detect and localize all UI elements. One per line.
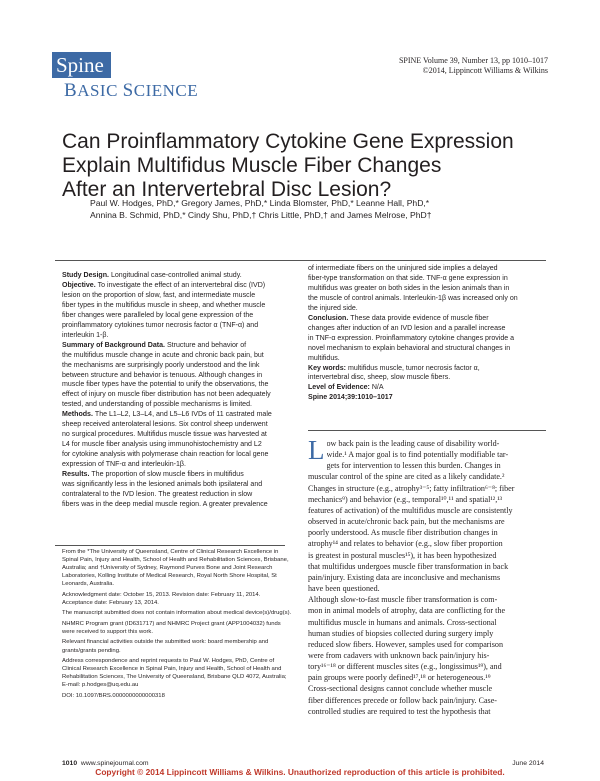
text-line: changes after induction of an IVD lesion and a parallel increase bbox=[308, 324, 506, 332]
text-line: Study Design. Longitudinal case-controlled animal study. bbox=[62, 272, 242, 279]
footnote: The manuscript submitted does not contain information about medical device(s)/drug(s). bbox=[62, 610, 292, 617]
page-number: 1010 bbox=[62, 760, 78, 767]
text-line: the muscle of control animals. Interleukin-1β was increased only on bbox=[308, 294, 518, 302]
article-title: Can Proinflammatory Cytokine Gene Expression Explain Multifidus Muscle Fiber Changes After an Intervertebral Disc Lesion? bbox=[62, 130, 514, 201]
text-line: Conclusion. These data provide evidence of muscle fiber bbox=[308, 314, 489, 322]
section-label: Methods. bbox=[62, 411, 95, 419]
drop-cap: L bbox=[308, 435, 325, 465]
text-line: fibers was in the deep medial muscle region. A greater prevalence bbox=[62, 500, 268, 508]
footnote: Relevant financial activities outside the submitted work: board membership and grants/grants pending. bbox=[62, 639, 269, 654]
footnote-divider bbox=[55, 545, 285, 546]
text-line: expression of TNF-α and interleukin-1β. bbox=[62, 461, 186, 469]
text-line: that multifidus undergoes muscle fiber transformation in back bbox=[308, 561, 509, 571]
text-line: in TNF-α expression. Proinflammatory cytokine changes provide a bbox=[308, 334, 515, 342]
text-line: tory¹⁶⁻¹⁸ or different muscles sites (e.g., longissimus¹⁹), and bbox=[308, 662, 502, 672]
text-line: have been questioned. bbox=[308, 584, 380, 594]
text-line: reduced slow fibers. However, samples used for comparison bbox=[308, 639, 503, 649]
footnotes bbox=[62, 548, 292, 702]
text-line: tested, and understanding of possible mechanisms is limited. bbox=[62, 401, 252, 409]
text-line: fiber types in the multifidus muscle in sheep, and whether muscle bbox=[62, 301, 266, 309]
footnote: DOI: 10.1097/BRS.0000000000000318 bbox=[62, 692, 165, 699]
text-line: atrophy¹⁴ and relates to behavior (e.g., slow fiber proportion bbox=[308, 539, 503, 549]
text-line: pain groups were poorly defined¹⁷,¹⁸ or heterogeneous.¹⁹ bbox=[308, 673, 491, 683]
text-line: Results. The proportion of slow muscle fibers in multifidus bbox=[62, 471, 244, 479]
journal-copyright: ©2014, Lippincott Williams & Wilkins bbox=[422, 66, 548, 75]
section-label: Objective. bbox=[62, 281, 98, 289]
author-list: Paul W. Hodges, PhD,* Gregory James, PhD,* Linda Blomster, PhD,* Leanne Hall, PhD,* Annina B. Schmid, PhD,* Cindy Shu, PhD,† Chris Little, PhD,† and James Melrose, PhD† bbox=[90, 198, 432, 220]
text-line: human studies of biopsies collected during surgery imply bbox=[308, 628, 494, 638]
text-line: Summary of Background Data. Structure and behavior of bbox=[62, 341, 247, 349]
text-line: multifidus. bbox=[308, 354, 340, 362]
text-line: wide.¹ A major goal is to find potentially modifiable tar- bbox=[326, 450, 509, 460]
text-line: effect of injury on muscle fiber distribution has not been adequately bbox=[62, 391, 271, 399]
section-label: Level of Evidence: bbox=[308, 384, 372, 392]
text-line: L4 for muscle fiber analysis using immunohistochemistry and L2 bbox=[62, 441, 262, 449]
text-line: mechanics⁹) and behavior (e.g., temporal¹⁰,¹¹ and spatial¹²,¹³ bbox=[308, 494, 503, 504]
footnote: Address correspondence and reprint requests to Paul W. Hodges, PhD, Centre of Clinical Research Excellence in Spinal Pain, Injury and Health, School of Health and Rehabilitation Sciences, The University of Queensland, Brisbane QLD 4072, Australia; E-mail: p.hodges@uq.edu.au bbox=[62, 658, 287, 689]
text-line: interleukin 1-β. bbox=[62, 331, 109, 339]
text-line: poorly understood. As muscle fiber distribution changes in bbox=[308, 528, 498, 538]
text-line: sheep received anterolateral lesions. Six control sheep underwent bbox=[62, 421, 268, 429]
text-line: intervertebral disc, sheep, slow muscle fibers. bbox=[308, 374, 451, 382]
text-line: the mechanisms are surprisingly poorly understood and the link bbox=[62, 361, 260, 369]
section-label: Key words: bbox=[308, 364, 348, 372]
text-line: mon in animal models of atrophy, data are conflicting for the bbox=[308, 606, 506, 616]
text-line: contralateral to the IVD lesion. The greatest reduction in slow bbox=[62, 490, 253, 498]
divider bbox=[55, 260, 546, 261]
text-line: Objective. To investigate the effect of an intervertebral disc (IVD) bbox=[62, 281, 266, 289]
journal-logo: Spine bbox=[52, 52, 111, 78]
section-heading: BASIC SCIENCE bbox=[64, 80, 199, 101]
abstract-left-column bbox=[62, 271, 292, 510]
text-line: Key words: multifidus muscle, tumor necrosis factor α, bbox=[308, 364, 480, 372]
section-label: Results. bbox=[62, 471, 92, 479]
citation: Spine 2014;39:1010–1017 bbox=[308, 394, 393, 402]
section-label: Conclusion. bbox=[308, 314, 351, 322]
journal-volume: SPINE Volume 39, Number 13, pp 1010–1017 bbox=[398, 56, 548, 65]
text-line: was significantly less in the lesioned animals both ipsilateral and bbox=[62, 481, 263, 489]
text-line: for cytokine analysis with polymerase chain reaction for local gene bbox=[62, 451, 269, 459]
text-line: gets for intervention to lessen this burden. Changes in bbox=[326, 461, 501, 471]
footnote: From the *The University of Queensland, Centre of Clinical Research Excellence in Spinal Pain, Injury and Health, School of Health and Rehabilitation Sciences, Brisbane, Australia; and †University of Sydney, Raymond Purves Bone and Joint Research Laboratories, Kolling Institute of Medical Research, Royal North Shore Hospital, St Leonards, Australia. bbox=[62, 549, 289, 588]
journal-website[interactable]: www.spinejournal.com bbox=[80, 760, 149, 767]
text-line: multifidus was greater on both sides in the lesion animals than in bbox=[308, 284, 510, 292]
text-line: muscular control of the spine are cited as a likely candidate.² bbox=[308, 472, 505, 482]
text-line: controlled studies are required to test the hypothesis that bbox=[308, 706, 491, 716]
footnote: Acknowledgment date: October 15, 2013. Revision date: February 11, 2014. Acceptance date: February 13, 2014. bbox=[62, 591, 261, 606]
text-line: no surgical procedures. Multifidus muscle tissue was harvested at bbox=[62, 431, 267, 439]
text-line: the multifidus muscle change in acute and chronic back pain, but bbox=[62, 351, 264, 359]
section-label: Study Design. bbox=[62, 272, 111, 279]
text-line: Methods. The L1–L2, L3–L4, and L5–L6 IVDs of 11 castrated male bbox=[62, 411, 272, 419]
text-line: Level of Evidence: N/A bbox=[308, 384, 384, 392]
text-line: multifidus muscle in humans and animals. Cross-sectional bbox=[308, 617, 497, 627]
footnote: NHMRC Program grant (ID631717) and NHMRC Project grant (APP1004032) funds were received to support this work. bbox=[62, 620, 281, 635]
issue-date: June 2014 bbox=[512, 760, 544, 767]
text-line: between structure and behavior is tenuous. Although changes in bbox=[62, 371, 263, 379]
text-line: proinflammatory cytokines tumor necrosis factor α (TNF-α) and bbox=[62, 321, 259, 329]
text-line: Changes in structure (e.g., atrophy³⁻⁵; fatty infiltration⁶⁻⁸; fiber bbox=[308, 483, 515, 493]
text-line: observed in acute/chronic back pain, but the mechanisms are bbox=[308, 517, 505, 527]
text-line: novel mechanism to explain behavioral and structural changes in bbox=[308, 344, 511, 352]
text-line: ow back pain is the leading cause of disability world- bbox=[326, 439, 500, 448]
text-line: Although slow-to-fast muscle fiber transformation is com- bbox=[308, 595, 498, 605]
text-line: is greatest in postural muscles¹⁵), it has been hypothesized bbox=[308, 550, 497, 560]
text-line: muscle fiber types have the potential to unify the observations, the bbox=[62, 381, 269, 389]
abstract-divider bbox=[308, 430, 546, 431]
abstract-right-column bbox=[308, 264, 544, 403]
text-line: lesion on the proportion of slow, fast, and intermediate muscle bbox=[62, 291, 256, 299]
text-line: fiber-type transformation on that side. TNF-α gene expression in bbox=[308, 274, 508, 282]
page-footer bbox=[62, 760, 149, 767]
text-line: fiber changes were paralleled by local gene expression of the bbox=[62, 311, 254, 319]
text-line: were from cadavers with unknown back pain/injury his- bbox=[308, 650, 490, 660]
text-line: of intermediate fibers on the uninjured side implies a delayed bbox=[308, 265, 498, 272]
text-line: pain/injury. Existing data are inconclusive and mechanisms bbox=[308, 572, 501, 582]
text-line: fiber differences precede or follow back pain/injury. Case- bbox=[308, 695, 497, 705]
body-text bbox=[308, 435, 544, 717]
copyright-notice: Copyright © 2014 Lippincott Williams & Wilkins. Unauthorized reproduction of this article is prohibited. bbox=[95, 767, 505, 777]
text-line: Cross-sectional designs cannot conclude whether muscle bbox=[308, 684, 493, 694]
text-line: features of activation) of the multifidus muscle are consistently bbox=[308, 505, 513, 515]
journal-info bbox=[399, 56, 548, 76]
text-line: the injured side. bbox=[308, 304, 358, 312]
section-label: Summary of Background Data. bbox=[62, 341, 167, 349]
